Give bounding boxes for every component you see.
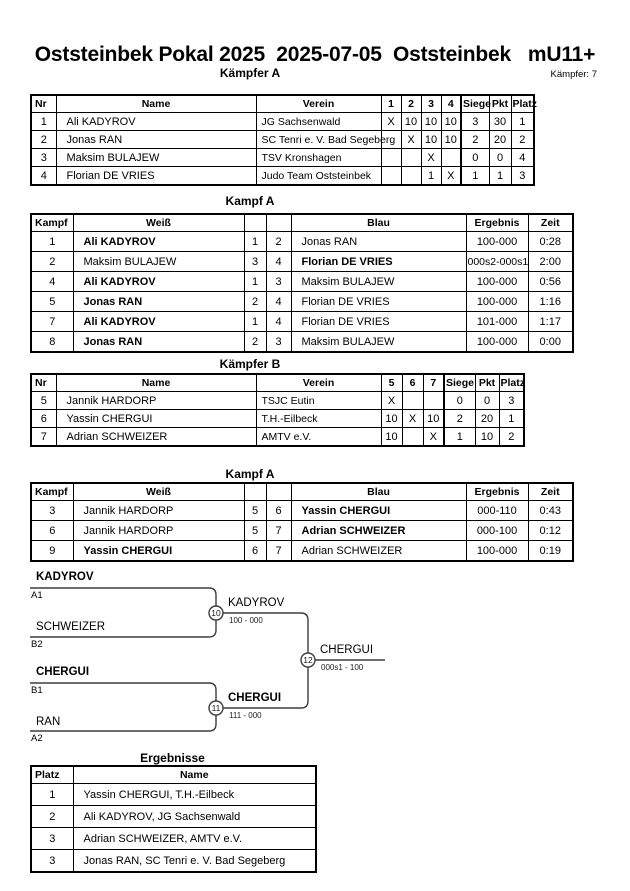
kampf-cell: 4 (31, 272, 73, 292)
weiss-nr-cell: 1 (244, 232, 266, 252)
score-cell: X (402, 410, 423, 428)
weiss-nr-cell: 2 (244, 332, 266, 353)
table-row (31, 113, 534, 131)
table-header-row (31, 766, 316, 784)
score-cell (401, 149, 421, 167)
table-row (31, 167, 534, 186)
verein-cell: SC Tenri e. V. Bad Segeberg (256, 131, 381, 149)
zeit-cell: 0:19 (528, 541, 573, 562)
match-number: 10 (211, 608, 221, 618)
weiss-cell: Jannik HARDORP (73, 501, 244, 521)
match-winner: CHERGUI (228, 692, 282, 704)
name-cell: Yassin CHERGUI (56, 410, 256, 428)
table-row (31, 428, 524, 447)
siege-cell: 1 (461, 167, 489, 186)
platz-cell: 1 (499, 410, 524, 428)
weiss-nr-cell: 1 (244, 312, 266, 332)
pkt-cell: 0 (489, 149, 511, 167)
platz-cell: 3 (31, 850, 73, 873)
pkt-cell: 0 (475, 392, 499, 410)
score-cell: X (381, 392, 402, 410)
results-table (30, 765, 317, 873)
table-row (31, 292, 573, 312)
col-header-platz: Platz (31, 766, 73, 784)
col-header-blau: Blau (291, 483, 466, 501)
name-cell: Maksim BULAJEW (56, 149, 256, 167)
blau-nr-cell: 4 (266, 312, 291, 332)
siege-cell: 3 (461, 113, 489, 131)
matches-b-title: Kampf A (225, 467, 275, 481)
col-header-4: 4 (441, 95, 461, 113)
zeit-cell: 0:00 (528, 332, 573, 353)
platz-cell: 2 (31, 806, 73, 828)
name-cell: Adrian SCHWEIZER, AMTV e.V. (73, 828, 316, 850)
seed-label: A1 (31, 590, 43, 601)
col-header-platz: Platz (511, 95, 534, 113)
siege-cell: 2 (444, 410, 475, 428)
seed-name: KADYROV (36, 571, 94, 583)
weiss-nr-cell: 2 (244, 292, 266, 312)
col-header-pkt: Pkt (489, 95, 511, 113)
ergebnis-cell: 100-000 (466, 292, 528, 312)
col-header-name: Name (73, 766, 316, 784)
score-cell: 10 (441, 131, 461, 149)
page-title: Oststeinbek Pokal 2025 2025-07-05 Oststeinbek mU11+ (34, 43, 596, 66)
platz-cell: 2 (511, 131, 534, 149)
blau-cell: Florian DE VRIES (291, 312, 466, 332)
seed-label: A2 (31, 733, 43, 744)
ergebnis-cell: 000s2-000s1 (466, 252, 528, 272)
pool-b-title: Kämpfer B (219, 357, 281, 371)
table-row (31, 410, 524, 428)
col-header-ergebnis: Ergebnis (466, 214, 528, 232)
seed-name: CHERGUI (36, 666, 90, 678)
matches-a-table (30, 213, 574, 353)
col-header-pkt: Pkt (475, 374, 499, 392)
name-cell: Ali KADYROV (56, 113, 256, 131)
ergebnis-cell: 000-100 (466, 521, 528, 541)
siege-cell: 0 (444, 392, 475, 410)
score-cell: 10 (421, 131, 441, 149)
score-cell: 10 (423, 410, 444, 428)
pkt-cell: 20 (475, 410, 499, 428)
weiss-nr-cell: 6 (244, 541, 266, 562)
zeit-cell: 0:28 (528, 232, 573, 252)
verein-cell: Judo Team Oststeinbek (256, 167, 381, 186)
bracket-lines (0, 565, 630, 760)
score-cell: X (401, 131, 421, 149)
score-cell: 10 (381, 428, 402, 447)
kampf-cell: 9 (31, 541, 73, 562)
score-cell: X (381, 113, 401, 131)
match-score: 111 - 000 (229, 711, 262, 720)
table-row (31, 252, 573, 272)
pkt-cell: 10 (475, 428, 499, 447)
col-header-5: 5 (381, 374, 402, 392)
score-cell (381, 167, 401, 186)
zeit-cell: 2:00 (528, 252, 573, 272)
pool-b-table (30, 373, 525, 447)
score-cell: X (441, 167, 461, 186)
col-header-weiss: Weiß (73, 483, 244, 501)
bracket-line-seed-b1 (30, 683, 216, 701)
kampf-cell: 8 (31, 332, 73, 353)
blau-nr-cell: 7 (266, 521, 291, 541)
weiss-cell: Jannik HARDORP (73, 521, 244, 541)
name-cell: Jonas RAN, SC Tenri e. V. Bad Segeberg (73, 850, 316, 873)
verein-cell: AMTV e.V. (256, 428, 381, 447)
weiss-cell: Maksim BULAJEW (73, 252, 244, 272)
score-cell: 10 (421, 113, 441, 131)
kampf-cell: 5 (31, 292, 73, 312)
platz-cell: 1 (31, 784, 73, 806)
weiss-cell: Ali KADYROV (73, 312, 244, 332)
nr-cell: 4 (31, 167, 56, 186)
col-header-verein: Verein (256, 374, 381, 392)
table-row (31, 806, 316, 828)
score-cell: X (423, 428, 444, 447)
col-header-name: Name (56, 95, 256, 113)
table-row (31, 232, 573, 252)
match-number: 11 (211, 703, 221, 713)
nr-cell: 3 (31, 149, 56, 167)
name-cell: Florian DE VRIES (56, 167, 256, 186)
seed-name: SCHWEIZER (36, 621, 105, 633)
col-header-verein: Verein (256, 95, 381, 113)
col-header-siege: Siege (444, 374, 475, 392)
col-header-kampf: Kampf (31, 483, 73, 501)
ergebnis-cell: 101-000 (466, 312, 528, 332)
col-header-platz: Platz (499, 374, 524, 392)
platz-cell: 1 (511, 113, 534, 131)
zeit-cell: 0:12 (528, 521, 573, 541)
match-score: 100 - 000 (229, 616, 263, 625)
table-row (31, 392, 524, 410)
table-header-row (31, 374, 524, 392)
pkt-cell: 1 (489, 167, 511, 186)
nr-cell: 7 (31, 428, 56, 447)
col-header-siege: Siege (461, 95, 489, 113)
weiss-cell: Yassin CHERGUI (73, 541, 244, 562)
blau-cell: Yassin CHERGUI (291, 501, 466, 521)
kampf-cell: 7 (31, 312, 73, 332)
zeit-cell: 1:16 (528, 292, 573, 312)
col-header-6: 6 (402, 374, 423, 392)
blau-nr-cell: 3 (266, 332, 291, 353)
blau-cell: Florian DE VRIES (291, 252, 466, 272)
weiss-cell: Jonas RAN (73, 292, 244, 312)
ergebnis-cell: 100-000 (466, 232, 528, 252)
table-row (31, 828, 316, 850)
table-row (31, 541, 573, 562)
table-row (31, 784, 316, 806)
match-number: 12 (303, 655, 313, 665)
table-row (31, 332, 573, 353)
results-title: Ergebnisse (140, 751, 205, 765)
col-header-kampf: Kampf (31, 214, 73, 232)
col-header-weiss-nr (244, 483, 266, 501)
match-winner: CHERGUI (320, 644, 374, 656)
matches-b-table (30, 482, 574, 562)
matches-a-title: Kampf A (225, 194, 275, 208)
nr-cell: 6 (31, 410, 56, 428)
kampf-cell: 2 (31, 252, 73, 272)
col-header-2: 2 (401, 95, 421, 113)
weiss-cell: Jonas RAN (73, 332, 244, 353)
blau-cell: Adrian SCHWEIZER (291, 541, 466, 562)
match-winner: KADYROV (228, 597, 285, 609)
fighter-count: Kämpfer: 7 (550, 69, 597, 80)
col-header-zeit: Zeit (528, 214, 573, 232)
kampf-cell: 6 (31, 521, 73, 541)
verein-cell: TSJC Eutin (256, 392, 381, 410)
table-header-row (31, 95, 534, 113)
ergebnis-cell: 100-000 (466, 332, 528, 353)
weiss-nr-cell: 5 (244, 521, 266, 541)
name-cell: Jannik HARDORP (56, 392, 256, 410)
score-cell (401, 167, 421, 186)
name-cell: Yassin CHERGUI, T.H.-Eilbeck (73, 784, 316, 806)
col-header-blau-nr (266, 214, 291, 232)
weiss-nr-cell: 5 (244, 501, 266, 521)
bracket-diagram (0, 565, 630, 760)
col-header-1: 1 (381, 95, 401, 113)
score-cell: 10 (401, 113, 421, 131)
blau-nr-cell: 3 (266, 272, 291, 292)
score-cell (441, 149, 461, 167)
col-header-blau-nr (266, 483, 291, 501)
blau-cell: Jonas RAN (291, 232, 466, 252)
col-header-ergebnis: Ergebnis (466, 483, 528, 501)
platz-cell: 2 (499, 428, 524, 447)
col-header-7: 7 (423, 374, 444, 392)
score-cell: 1 (421, 167, 441, 186)
siege-cell: 1 (444, 428, 475, 447)
weiss-nr-cell: 3 (244, 252, 266, 272)
name-cell: Ali KADYROV, JG Sachsenwald (73, 806, 316, 828)
score-cell (402, 428, 423, 447)
nr-cell: 5 (31, 392, 56, 410)
verein-cell: T.H.-Eilbeck (256, 410, 381, 428)
col-header-zeit: Zeit (528, 483, 573, 501)
score-cell (381, 149, 401, 167)
pool-a-title: Kämpfer A (219, 66, 281, 80)
ergebnis-cell: 100-000 (466, 541, 528, 562)
platz-cell: 3 (31, 828, 73, 850)
zeit-cell: 0:56 (528, 272, 573, 292)
score-cell (423, 392, 444, 410)
col-header-blau: Blau (291, 214, 466, 232)
ergebnis-cell: 100-000 (466, 272, 528, 292)
col-header-name: Name (56, 374, 256, 392)
bracket-line-seed-a1 (30, 588, 216, 606)
pkt-cell: 20 (489, 131, 511, 149)
score-cell: X (421, 149, 441, 167)
weiss-cell: Ali KADYROV (73, 272, 244, 292)
siege-cell: 0 (461, 149, 489, 167)
table-header-row (31, 483, 573, 501)
zeit-cell: 1:17 (528, 312, 573, 332)
seed-name: RAN (36, 716, 61, 728)
weiss-cell: Ali KADYROV (73, 232, 244, 252)
blau-cell: Maksim BULAJEW (291, 272, 466, 292)
col-header-weiss: Weiß (73, 214, 244, 232)
blau-nr-cell: 4 (266, 292, 291, 312)
weiss-nr-cell: 1 (244, 272, 266, 292)
name-cell: Adrian SCHWEIZER (56, 428, 256, 447)
blau-nr-cell: 7 (266, 541, 291, 562)
col-header-nr: Nr (31, 374, 56, 392)
seed-label: B1 (31, 685, 43, 696)
platz-cell: 3 (499, 392, 524, 410)
verein-cell: JG Sachsenwald (256, 113, 381, 131)
score-cell: 10 (441, 113, 461, 131)
pool-a-table (30, 94, 538, 186)
verein-cell: TSV Kronshagen (256, 149, 381, 167)
zeit-cell: 0:43 (528, 501, 573, 521)
table-row (31, 149, 534, 167)
table-header-row (31, 214, 573, 232)
table-row (31, 312, 573, 332)
table-row (31, 131, 534, 149)
blau-cell: Florian DE VRIES (291, 292, 466, 312)
table-row (31, 501, 573, 521)
table-row (31, 521, 573, 541)
blau-cell: Adrian SCHWEIZER (291, 521, 466, 541)
ergebnis-cell: 000-110 (466, 501, 528, 521)
score-cell (402, 392, 423, 410)
blau-nr-cell: 6 (266, 501, 291, 521)
col-header-weiss-nr (244, 214, 266, 232)
platz-cell: 4 (511, 149, 534, 167)
seed-label: B2 (31, 639, 43, 650)
nr-cell: 1 (31, 113, 56, 131)
blau-nr-cell: 4 (266, 252, 291, 272)
kampf-cell: 3 (31, 501, 73, 521)
table-row (31, 850, 316, 873)
blau-nr-cell: 2 (266, 232, 291, 252)
blau-cell: Maksim BULAJEW (291, 332, 466, 353)
siege-cell: 2 (461, 131, 489, 149)
platz-cell: 3 (511, 167, 534, 186)
kampf-cell: 1 (31, 232, 73, 252)
score-cell: 10 (381, 410, 402, 428)
nr-cell: 2 (31, 131, 56, 149)
name-cell: Jonas RAN (56, 131, 256, 149)
pkt-cell: 30 (489, 113, 511, 131)
col-header-3: 3 (421, 95, 441, 113)
match-score: 000s1 - 100 (321, 663, 364, 672)
table-row (31, 272, 573, 292)
col-header-nr: Nr (31, 95, 56, 113)
